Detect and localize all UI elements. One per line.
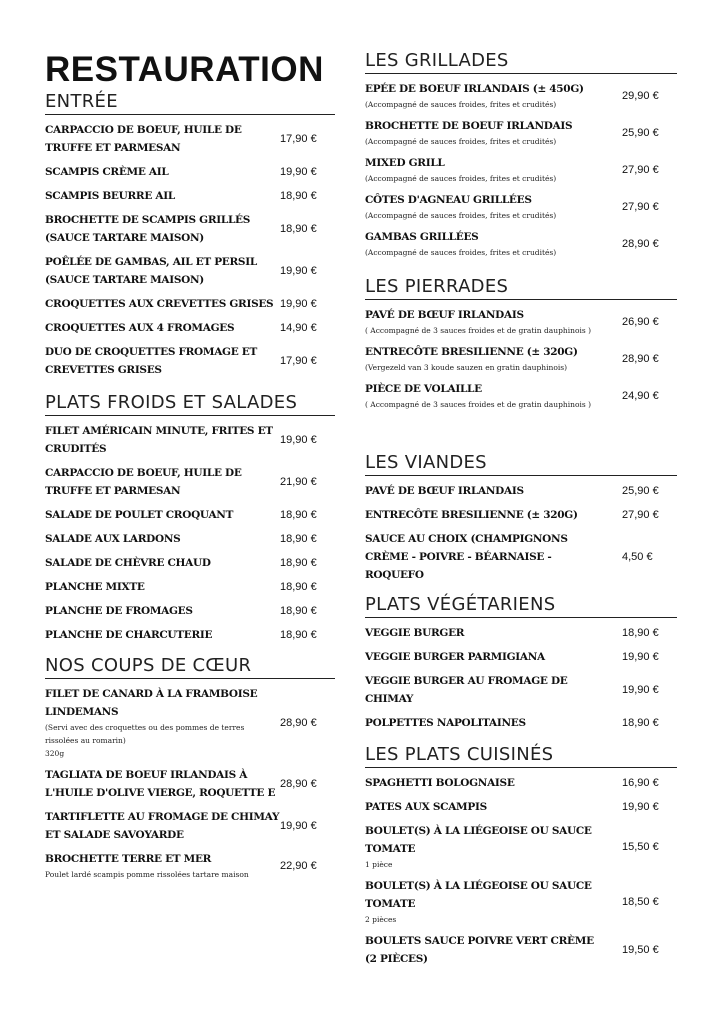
menu-item-text — [365, 624, 605, 642]
menu-item-price: 19,90 € — [280, 265, 317, 277]
menu-item — [365, 228, 677, 259]
menu-item-text — [45, 121, 280, 157]
menu-item-price: 22,90 € — [280, 859, 317, 872]
menu-item-price: 18,90 € — [622, 627, 659, 639]
menu-item-text — [365, 306, 605, 337]
menu-item-text — [365, 774, 605, 792]
menu-item-text — [365, 932, 605, 968]
section-heading: LES VIANDES — [365, 452, 677, 476]
menu-item — [45, 506, 335, 524]
menu-item-name: CROQUETTES AUX 4 FROMAGES — [45, 322, 235, 334]
menu-item-description: (Accompagné de sauces froides, frites et crudités) — [365, 100, 557, 109]
section-nos-coups-de-c-ur — [45, 655, 335, 881]
menu-item-price: 19,90 € — [622, 801, 659, 813]
menu-item-weight: 320g — [45, 749, 65, 758]
menu-item — [45, 422, 335, 458]
section-heading: LES PLATS CUISINÉS — [365, 744, 677, 768]
menu-item-text — [45, 464, 280, 500]
section-heading: PLATS VÉGÉTARIENS — [365, 594, 677, 618]
menu-item — [45, 319, 335, 337]
menu-item-text — [45, 850, 280, 881]
menu-item-price: 18,90 € — [280, 581, 317, 593]
menu-item-text — [365, 343, 605, 374]
menu-item-text — [365, 228, 605, 259]
menu-item-description: 1 pièce — [365, 860, 393, 869]
menu-item-name: PAVÉ DE BŒUF IRLANDAIS — [365, 485, 524, 497]
menu-item-price: 25,90 € — [622, 485, 659, 497]
menu-item-price: 18,90 € — [280, 190, 317, 202]
menu-item-text — [365, 117, 605, 148]
menu-item-price: 24,90 € — [622, 389, 659, 402]
menu-item-name: PLANCHE DE FROMAGES — [45, 605, 193, 617]
menu-item — [45, 121, 335, 157]
section-entree — [45, 91, 335, 379]
menu-item — [45, 343, 335, 379]
menu-item-name: CROQUETTES AUX CREVETTES GRISES — [45, 298, 274, 310]
menu-item-text — [45, 295, 280, 313]
menu-item-description: (Servi avec des croquettes ou des pommes de terres rissolées au romarin) — [45, 723, 245, 745]
menu-item-name: SAUCE AU CHOIX (CHAMPIGNONS CRÈME - POIVRE - BÉARNAISE - ROQUEFO — [365, 533, 568, 581]
menu-item-text — [45, 506, 280, 524]
menu-item-price: 28,90 € — [280, 778, 317, 790]
menu-item-name: ENTRECÔTE BRESILIENNE (± 320G) — [365, 509, 578, 521]
menu-item — [365, 154, 677, 185]
menu-item-name: MIXED GRILL — [365, 157, 445, 169]
menu-item-name: SCAMPIS BEURRE AIL — [45, 190, 175, 202]
menu-item-name: BROCHETTE DE SCAMPIS GRILLÉS (SAUCE TARTARE MAISON) — [45, 214, 251, 244]
menu-item-price: 4,50 € — [622, 551, 653, 563]
menu-item — [365, 822, 677, 871]
menu-item-text — [45, 187, 280, 205]
menu-item-text — [365, 822, 605, 871]
menu-item-text — [45, 211, 280, 247]
menu-item — [365, 877, 677, 926]
menu-item-price: 18,90 € — [622, 717, 659, 729]
menu-item-name: SCAMPIS CRÈME AIL — [45, 166, 169, 178]
menu-item-text — [45, 554, 280, 572]
menu-item-text — [45, 602, 280, 620]
menu-item-price: 28,90 € — [280, 716, 317, 729]
menu-item-price: 18,90 € — [280, 629, 317, 641]
menu-item-name: BROCHETTE TERRE ET MER — [45, 853, 212, 865]
menu-item-name: PAVÉ DE BŒUF IRLANDAIS — [365, 309, 524, 321]
menu-item-price: 26,90 € — [622, 315, 659, 328]
menu-item — [365, 482, 677, 500]
menu-item-name: VEGGIE BURGER AU FROMAGE DE CHIMAY — [365, 675, 568, 705]
menu-item-text — [365, 672, 605, 708]
menu-item — [45, 685, 335, 760]
menu-item-description: (Accompagné de sauces froides, frites et crudités) — [365, 137, 557, 146]
menu-item — [45, 211, 335, 247]
menu-item-price: 14,90 € — [280, 322, 317, 334]
menu-item-price: 19,50 € — [622, 944, 659, 956]
menu-item-name: GAMBAS GRILLÉES — [365, 231, 479, 243]
menu-item — [365, 624, 677, 642]
menu-item-name: BOULETS SAUCE POIVRE VERT CRÈME (2 PIÈCES) — [365, 935, 594, 965]
menu-item-price: 19,90 € — [280, 298, 317, 310]
menu-item — [45, 554, 335, 572]
menu-item-text — [45, 530, 280, 548]
menu-item — [45, 626, 335, 644]
menu-item-text — [365, 380, 605, 411]
menu-item-text — [365, 80, 605, 111]
menu-item-name: TAGLIATA DE BOEUF IRLANDAIS À L'HUILE D'OLIVE VIERGE, ROQUETTE E — [45, 769, 276, 799]
menu-item-price: 21,90 € — [280, 476, 317, 488]
section-heading: LES GRILLADES — [365, 50, 677, 74]
menu-item-description: (Accompagné de sauces froides, frites et crudités) — [365, 248, 557, 257]
section-plats-froids-et-salades — [45, 392, 335, 644]
menu-item-name: BOULET(S) À LA LIÉGEOISE OU SAUCE TOMATE — [365, 825, 592, 855]
menu-item — [45, 530, 335, 548]
menu-item — [365, 798, 677, 816]
menu-item-price: 27,90 € — [622, 163, 659, 176]
menu-item-name: PIÈCE DE VOLAILLE — [365, 383, 482, 395]
menu-item-text — [45, 319, 280, 337]
menu-item-price: 19,90 € — [622, 684, 659, 696]
section-les-plats-cuisines — [365, 744, 677, 968]
menu-item-description: Poulet lardé scampis pomme rissolées tartare maison — [45, 870, 249, 879]
menu-item — [365, 80, 677, 111]
menu-item-text — [45, 422, 280, 458]
section-heading: ENTRÉE — [45, 91, 335, 115]
menu-item-price: 18,90 € — [280, 223, 317, 235]
menu-item — [45, 766, 335, 802]
menu-item-price: 19,90 € — [280, 820, 317, 832]
menu-item — [365, 714, 677, 732]
menu-item-name: PLANCHE DE CHARCUTERIE — [45, 629, 213, 641]
menu-item-name: TARTIFLETTE AU FROMAGE DE CHIMAY ET SALADE SAVOYARDE — [45, 811, 280, 841]
menu-item — [45, 464, 335, 500]
menu-item-price: 18,90 € — [280, 509, 317, 521]
menu-item — [45, 578, 335, 596]
menu-item-name: POÊLÉE DE GAMBAS, AIL ET PERSIL (SAUCE TARTARE MAISON) — [45, 256, 257, 286]
menu-item-text — [365, 506, 605, 524]
menu-item-name: SPAGHETTI BOLOGNAISE — [365, 777, 515, 789]
section-heading: PLATS FROIDS ET SALADES — [45, 392, 335, 416]
menu-item-price: 25,90 € — [622, 126, 659, 139]
menu-item-description: (Accompagné de sauces froides, frites et crudités) — [365, 211, 557, 220]
menu-item-name: BROCHETTE DE BOEUF IRLANDAIS — [365, 120, 573, 132]
menu-item — [45, 163, 335, 181]
menu-item-name: SALADE DE POULET CROQUANT — [45, 509, 234, 521]
menu-item-text — [365, 877, 605, 926]
menu-item-name: VEGGIE BURGER — [365, 627, 465, 639]
menu-item — [365, 343, 677, 374]
section-les-grillades — [365, 50, 677, 259]
menu-item-name: ENTRECÔTE BRESILIENNE (± 320G) — [365, 346, 578, 358]
page-title: RESTAURATION — [45, 50, 324, 89]
menu-item-price: 19,90 € — [280, 166, 317, 178]
menu-item-description: ( Accompagné de 3 sauces froides et de gratin dauphinois ) — [365, 326, 592, 335]
menu-item — [365, 117, 677, 148]
menu-item — [365, 774, 677, 792]
section-heading: LES PIERRADES — [365, 276, 677, 300]
menu-item-text — [45, 626, 280, 644]
menu-item — [365, 530, 677, 584]
menu-item — [365, 380, 677, 411]
menu-item-price: 18,50 € — [622, 895, 659, 908]
menu-item-price: 17,90 € — [280, 133, 317, 145]
menu-item-text — [365, 714, 605, 732]
menu-item-name: CARPACCIO DE BOEUF, HUILE DE TRUFFE ET PARMESAN — [45, 467, 242, 497]
menu-item-price: 16,90 € — [622, 777, 659, 789]
menu-item-text — [45, 685, 280, 760]
section-plats-vegetariens — [365, 594, 677, 732]
menu-item-price: 28,90 € — [622, 352, 659, 365]
menu-item-price: 15,50 € — [622, 840, 659, 853]
menu-item-text — [365, 154, 605, 185]
menu-item-price: 18,90 € — [280, 605, 317, 617]
menu-item-name: CARPACCIO DE BOEUF, HUILE DE TRUFFE ET PARMESAN — [45, 124, 242, 154]
menu-item-text — [365, 191, 605, 222]
menu-item — [365, 932, 677, 968]
menu-item — [365, 648, 677, 666]
menu-item-price: 29,90 € — [622, 89, 659, 102]
menu-item-name: BOULET(S) À LA LIÉGEOISE OU SAUCE TOMATE — [365, 880, 592, 910]
section-heading: NOS COUPS DE CŒUR — [45, 655, 335, 679]
menu-item-description: ( Accompagné de 3 sauces froides et de gratin dauphinois ) — [365, 400, 592, 409]
menu-item-text — [365, 798, 605, 816]
menu-item-text — [45, 343, 280, 379]
menu-item-text — [45, 578, 280, 596]
menu-item-price: 19,90 € — [280, 434, 317, 446]
menu-item-description: (Vergezeld van 3 koude sauzen en gratin dauphinois) — [365, 363, 568, 372]
menu-item-description: 2 pièces — [365, 915, 397, 924]
menu-item — [365, 306, 677, 337]
menu-item-price: 18,90 € — [280, 557, 317, 569]
menu-item — [365, 191, 677, 222]
menu-item-price: 19,90 € — [622, 651, 659, 663]
menu-item-description: (Accompagné de sauces froides, frites et crudités) — [365, 174, 557, 183]
menu-item — [45, 253, 335, 289]
menu-item-text — [45, 253, 280, 289]
menu-item — [45, 295, 335, 313]
menu-item-name: POLPETTES NAPOLITAINES — [365, 717, 526, 729]
menu-item-name: VEGGIE BURGER PARMIGIANA — [365, 651, 545, 663]
menu-item-price: 28,90 € — [622, 237, 659, 250]
section-les-pierrades — [365, 276, 677, 411]
menu-item — [45, 850, 335, 881]
menu-item-price: 17,90 € — [280, 355, 317, 367]
menu-item — [365, 672, 677, 708]
menu-item-text — [365, 530, 605, 584]
menu-item-name: PLANCHE MIXTE — [45, 581, 145, 593]
menu-item-text — [45, 766, 280, 802]
menu-item-name: SALADE DE CHÈVRE CHAUD — [45, 557, 211, 569]
menu-item-text — [45, 163, 280, 181]
menu-item-name: SALADE AUX LARDONS — [45, 533, 181, 545]
menu-item-name: DUO DE CROQUETTES FROMAGE ET CREVETTES GRISES — [45, 346, 257, 376]
section-les-viandes — [365, 452, 677, 584]
menu-item-price: 27,90 € — [622, 200, 659, 213]
menu-item — [45, 602, 335, 620]
menu-item-name: FILET AMÉRICAIN MINUTE, FRITES ET CRUDITÉS — [45, 425, 273, 455]
menu-item-text — [365, 482, 605, 500]
menu-item-name: CÔTES D'AGNEAU GRILLÉES — [365, 194, 532, 206]
menu-item-name: PATES AUX SCAMPIS — [365, 801, 487, 813]
menu-item-name: FILET DE CANARD À LA FRAMBOISE LINDEMANS — [45, 688, 258, 718]
menu-item — [45, 808, 335, 844]
menu-item-text — [45, 808, 280, 844]
menu-item-name: EPÉE DE BOEUF IRLANDAIS (± 450G) — [365, 83, 584, 95]
menu-item-price: 27,90 € — [622, 509, 659, 521]
menu-item-price: 18,90 € — [280, 533, 317, 545]
menu-item — [365, 506, 677, 524]
menu-item-text — [365, 648, 605, 666]
menu-item — [45, 187, 335, 205]
